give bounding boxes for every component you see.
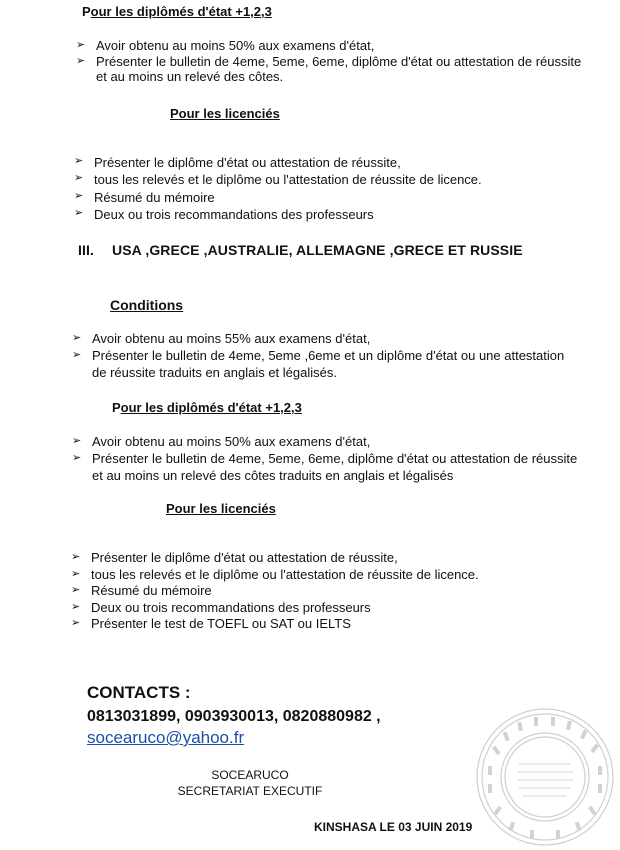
arrow-bullet-icon: ➢: [74, 189, 84, 202]
arrow-bullet-icon: ➢: [72, 451, 82, 464]
requirements-list: [69, 434, 577, 484]
arrow-bullet-icon: ➢: [74, 206, 84, 219]
list-item: ➢ Avoir obtenu au moins 50% aux examens d'état,: [72, 434, 371, 449]
list-item: ➢ Avoir obtenu au moins 50% aux examens d'état,: [76, 38, 375, 53]
list-item: ➢ Résumé du mémoire: [71, 583, 212, 598]
heading-rest: our les diplômés d'état +1,2,3: [120, 400, 302, 415]
list-item: ➢ Deux ou trois recommandations des professeurs: [74, 206, 374, 222]
embossed-seal-stamp: [474, 706, 616, 848]
arrow-bullet-icon: ➢: [74, 155, 84, 167]
arrow-bullet-icon: ➢: [72, 435, 82, 447]
list-item: ➢ Présenter le diplôme d'état ou attestation de réussite,: [74, 155, 401, 170]
heading-licencies: Pour les licenciés: [170, 106, 280, 121]
heading-licencies: Pour les licenciés: [166, 501, 276, 516]
section-title: [78, 242, 523, 258]
requirements-list: [71, 154, 482, 223]
list-item: ➢ Avoir obtenu au moins 55% aux examens d'état,: [72, 331, 371, 346]
requirements-list: [73, 38, 581, 85]
heading-diplomes-etat: [82, 4, 272, 19]
list-item: ➢ Résumé du mémoire: [74, 189, 215, 205]
list-item: ➢ Présenter le diplôme d'état ou attestation de réussite,: [71, 550, 398, 565]
email-link[interactable]: socearuco@yahoo.fr: [87, 728, 245, 747]
list-item: ➢ Présenter le bulletin de 4eme, 5eme, 6eme, diplôme d'état ou attestation de réussite: [76, 53, 582, 69]
arrow-bullet-icon: ➢: [76, 39, 86, 51]
arrow-bullet-icon: ➢: [71, 617, 81, 629]
heading-rest: our les diplômés d'état +1,2,3: [90, 4, 272, 19]
list-item: ➢ tous les relevés et le diplôme ou l'attestation de réussite de licence.: [74, 172, 482, 188]
arrow-bullet-icon: ➢: [72, 348, 82, 361]
conditions-heading: Conditions: [110, 297, 184, 313]
arrow-bullet-icon: ➢: [71, 551, 81, 563]
list-item: de réussite traduits en anglais et légalisés.: [92, 364, 337, 380]
list-item: et au moins un relevé des côtes traduits en anglais et légalisés: [92, 467, 454, 483]
contacts-label: CONTACTS :: [87, 683, 191, 702]
section-number: III.: [78, 242, 94, 258]
arrow-bullet-icon: ➢: [74, 172, 84, 185]
heading-lead: P: [82, 4, 91, 19]
phone-numbers: 0813031899, 0903930013, 0820880982 ,: [87, 708, 381, 725]
list-item: ➢ Deux ou trois recommandations des professeurs: [71, 599, 371, 615]
section-title-text: USA ,GRECE ,AUSTRALIE, ALLEMAGNE ,GRECE ET RUSSIE: [112, 242, 523, 258]
arrow-bullet-icon: ➢: [71, 567, 81, 580]
list-item: ➢ Présenter le test de TOEFL ou SAT ou IELTS: [71, 616, 351, 631]
date-line: KINSHASA LE 03 JUIN 2019: [314, 820, 473, 834]
list-item: et au moins un relevé des côtes.: [96, 69, 284, 85]
arrow-bullet-icon: ➢: [71, 584, 81, 596]
arrow-bullet-icon: ➢: [71, 600, 81, 613]
heading-diplomes-etat: [112, 400, 302, 415]
heading-lead: P: [112, 400, 121, 415]
signature-office: SECRETARIAT EXECUTIF: [177, 784, 323, 798]
list-item: ➢ tous les relevés et le diplôme ou l'attestation de réussite de licence.: [71, 566, 479, 582]
arrow-bullet-icon: ➢: [76, 54, 86, 67]
signature-org: SOCEARUCO: [211, 768, 289, 782]
conditions-list: [69, 331, 564, 381]
requirements-list: [68, 550, 479, 633]
list-item: ➢ Présenter le bulletin de 4eme, 5eme ,6eme et un diplôme d'état ou une attestation: [72, 347, 565, 363]
list-item: ➢ Présenter le bulletin de 4eme, 5eme, 6eme, diplôme d'état ou attestation de réussite: [72, 450, 578, 466]
arrow-bullet-icon: ➢: [72, 332, 82, 344]
